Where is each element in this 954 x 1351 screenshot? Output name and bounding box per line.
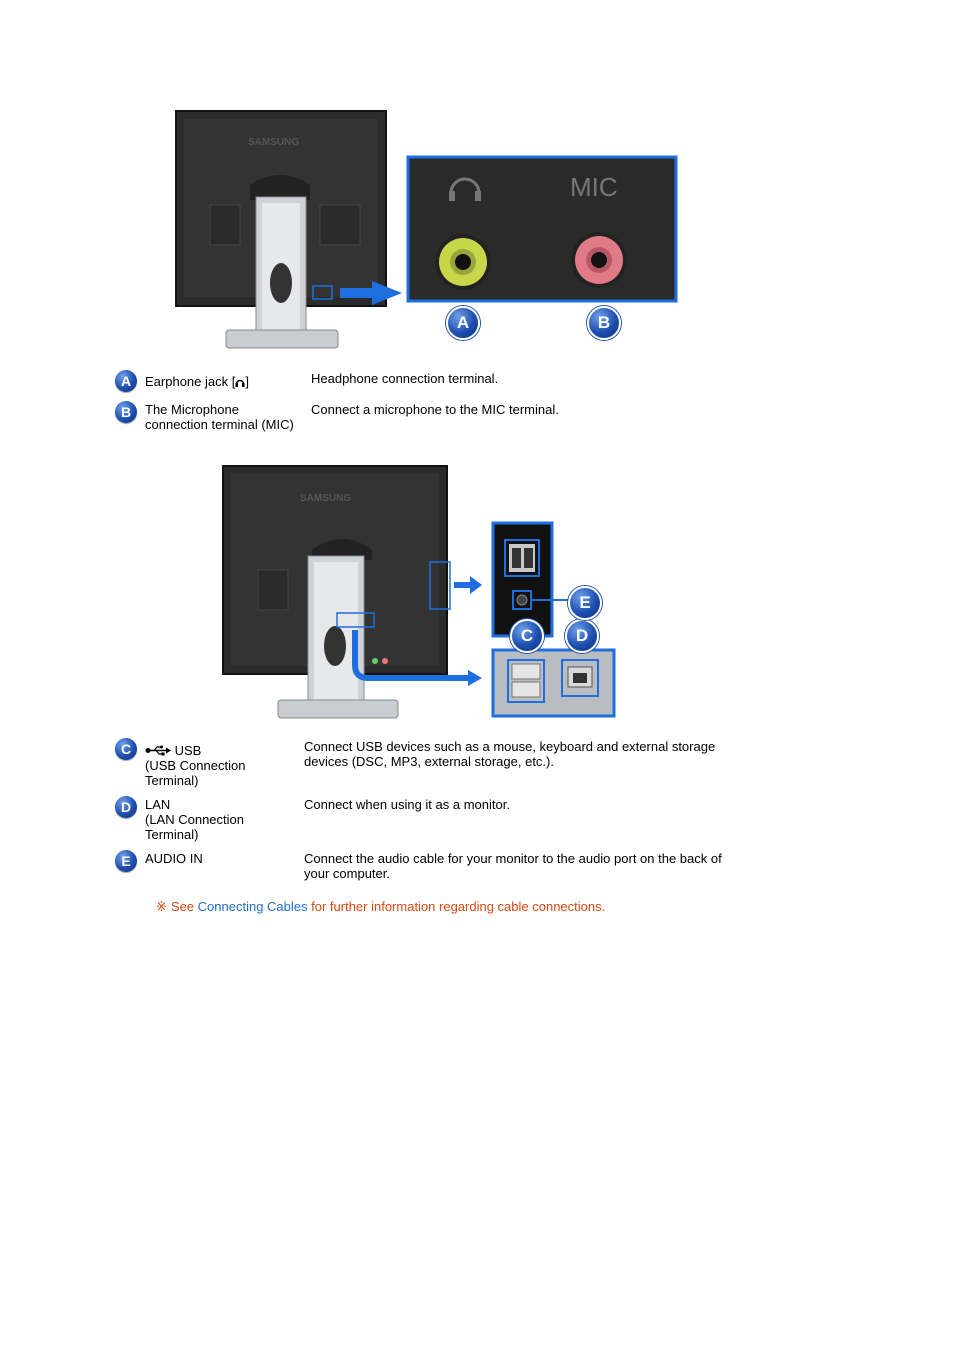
audio-in-label: AUDIO IN xyxy=(145,851,203,866)
row-badge-a: A xyxy=(115,370,137,392)
note-mark: ※ xyxy=(156,899,167,914)
lan-terminal-desc: Connect when using it as a monitor. xyxy=(304,797,510,812)
svg-text:SAMSUNG: SAMSUNG xyxy=(300,493,352,504)
earphone-jack-label: Earphone jack [ ] xyxy=(145,374,249,389)
headphone-icon xyxy=(235,376,245,387)
monitor-back-diagram-2 xyxy=(218,460,628,725)
lan-terminal-label: LAN (LAN Connection Terminal) xyxy=(145,797,244,842)
svg-text:SAMSUNG: SAMSUNG xyxy=(248,137,300,148)
row-badge-c: C xyxy=(115,738,137,760)
usb-icon xyxy=(145,744,171,755)
mic-terminal-desc: Connect a microphone to the MIC terminal. xyxy=(311,402,559,417)
row-badge-b: B xyxy=(115,401,137,423)
audio-in-desc: Connect the audio cable for your monitor to the audio port on the back of your computer. xyxy=(304,851,722,881)
cable-info-note: ※ See Connecting Cables for further information regarding cable connections. xyxy=(156,899,606,914)
mic-terminal-label: The Microphone connection terminal (MIC) xyxy=(145,402,294,432)
diagram-badge-c: C xyxy=(510,619,544,653)
diagram-badge-a: A xyxy=(446,306,480,340)
row-badge-d: D xyxy=(115,796,137,818)
diagram-badge-e: E xyxy=(568,586,602,620)
earphone-jack-desc: Headphone connection terminal. xyxy=(311,371,499,386)
usb-terminal-label: USB (USB Connection Terminal) xyxy=(145,743,246,788)
usb-terminal-desc: Connect USB devices such as a mouse, keyboard and external storage devices (DSC, MP3, external storage, etc.). xyxy=(304,739,716,769)
row-badge-e: E xyxy=(115,850,137,872)
connecting-cables-link[interactable]: Connecting Cables xyxy=(197,899,308,914)
diagram-badge-d: D xyxy=(565,619,599,653)
diagram-badge-b: B xyxy=(587,306,621,340)
mic-panel-label: MIC xyxy=(570,172,618,202)
